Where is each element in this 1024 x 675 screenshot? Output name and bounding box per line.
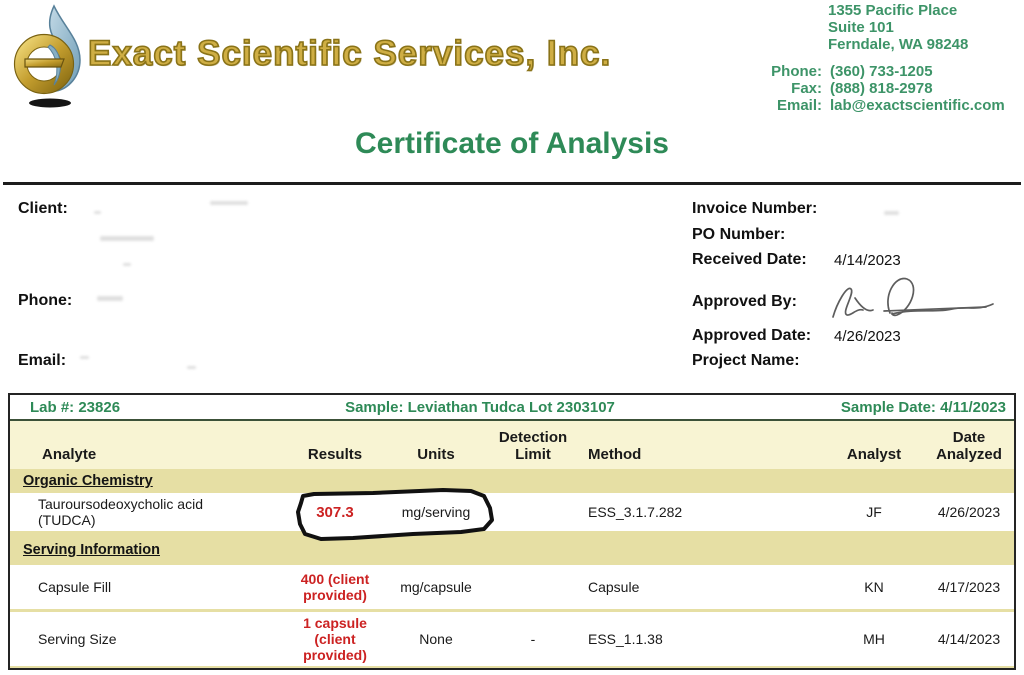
company-address — [828, 2, 968, 53]
result-value: 1 capsule (client provided) — [303, 615, 367, 663]
column-header-analyte: Analyte — [42, 446, 97, 463]
email-row — [700, 97, 1005, 114]
address-line-3: Ferndale, WA 98248 — [828, 36, 969, 53]
analyte-name: Capsule Fill — [38, 579, 112, 595]
fax-value: (888) 818-2978 — [830, 80, 933, 97]
detection-limit-value: - — [530, 631, 536, 647]
column-header-method: Method — [588, 446, 642, 463]
lab-number: Lab #: 23826 — [30, 398, 121, 416]
analyst-value: KN — [864, 579, 884, 595]
approved-by-label: Approved By: — [692, 293, 797, 310]
sample-date: Sample Date: 4/11/2023 — [840, 398, 1006, 416]
page-title: Certificate of Analysis — [355, 127, 669, 160]
units-value: mg/serving — [401, 504, 471, 520]
company-contact — [700, 63, 1005, 114]
units-value: mg/capsule — [400, 579, 472, 595]
phone-value: (360) 733-1205 — [830, 63, 933, 80]
redacted-text-smudge — [97, 296, 123, 301]
column-header-detection-limit: Detection Limit — [498, 429, 568, 463]
water-drop-e-logo-icon — [8, 3, 100, 111]
redacted-text-smudge — [187, 366, 196, 369]
approved-date-value: 4/26/2023 — [834, 328, 901, 345]
table-row-serving-size — [10, 612, 1014, 666]
table-row-tudca — [10, 493, 1014, 531]
section-label: Organic Chemistry — [23, 473, 153, 489]
method-value: ESS_1.1.38 — [588, 631, 663, 647]
redacted-text-smudge — [100, 236, 154, 241]
method-value: Capsule — [588, 579, 640, 595]
address-line-1: 1355 Pacific Place — [828, 2, 958, 19]
fax-row — [700, 80, 1005, 97]
analyst-value: MH — [863, 631, 885, 647]
column-header-analyst: Analyst — [846, 446, 902, 463]
date-analyzed-value: 4/14/2023 — [937, 631, 1001, 647]
redacted-text-smudge — [123, 263, 131, 266]
email-label: Email: — [776, 97, 822, 114]
redacted-text-smudge — [884, 211, 899, 215]
units-value: None — [419, 631, 453, 647]
method-value: ESS_3.1.7.282 — [588, 504, 683, 520]
column-header-units: Units — [417, 446, 455, 463]
analyte-name: Serving Size — [38, 631, 117, 647]
client-phone-label: Phone: — [18, 292, 73, 309]
sample-info-bar — [10, 395, 1014, 421]
column-header-results: Results — [307, 446, 363, 463]
section-label: Serving Information — [23, 542, 160, 558]
project-name-label: Project Name: — [692, 352, 800, 369]
redacted-text-smudge — [94, 211, 101, 214]
table-header-row — [10, 421, 1014, 469]
invoice-number-label: Invoice Number: — [692, 200, 818, 217]
title-divider — [3, 182, 1021, 185]
received-date-value: 4/14/2023 — [834, 252, 901, 269]
redacted-text-smudge — [80, 356, 89, 359]
sample-name: Sample: Leviathan Tudca Lot 2303107 — [345, 398, 615, 416]
section-row-organic-chemistry — [10, 469, 1014, 493]
results-table — [8, 393, 1016, 670]
section-row-serving-information — [10, 531, 1014, 565]
date-analyzed-value: 4/17/2023 — [937, 579, 1001, 595]
po-number-label: PO Number: — [692, 226, 786, 243]
received-date-label: Received Date: — [692, 251, 807, 268]
result-value: 400 (client provided) — [300, 571, 370, 603]
analyte-name: Tauroursodeoxycholic acid (TUDCA) — [38, 496, 203, 528]
redacted-text-smudge — [210, 201, 248, 205]
phone-row — [700, 63, 1005, 80]
analyst-value: JF — [866, 504, 882, 520]
client-label: Client: — [18, 200, 68, 217]
address-line-2: Suite 101 — [828, 19, 894, 36]
handwritten-signature — [826, 268, 1002, 330]
client-email-label: Email: — [18, 352, 67, 369]
date-analyzed-value: 4/26/2023 — [937, 504, 1001, 520]
table-row-capsule-fill — [10, 565, 1014, 609]
email-value: lab@exactscientific.com — [830, 97, 1005, 114]
fax-label: Fax: — [791, 80, 822, 97]
result-value: 307.3 — [316, 503, 354, 521]
approved-date-label: Approved Date: — [692, 327, 812, 344]
column-header-date-analyzed: Date Analyzed — [936, 429, 1002, 463]
phone-label: Phone: — [771, 63, 822, 80]
company-name: Exact Scientific Services, Inc. — [88, 34, 612, 73]
